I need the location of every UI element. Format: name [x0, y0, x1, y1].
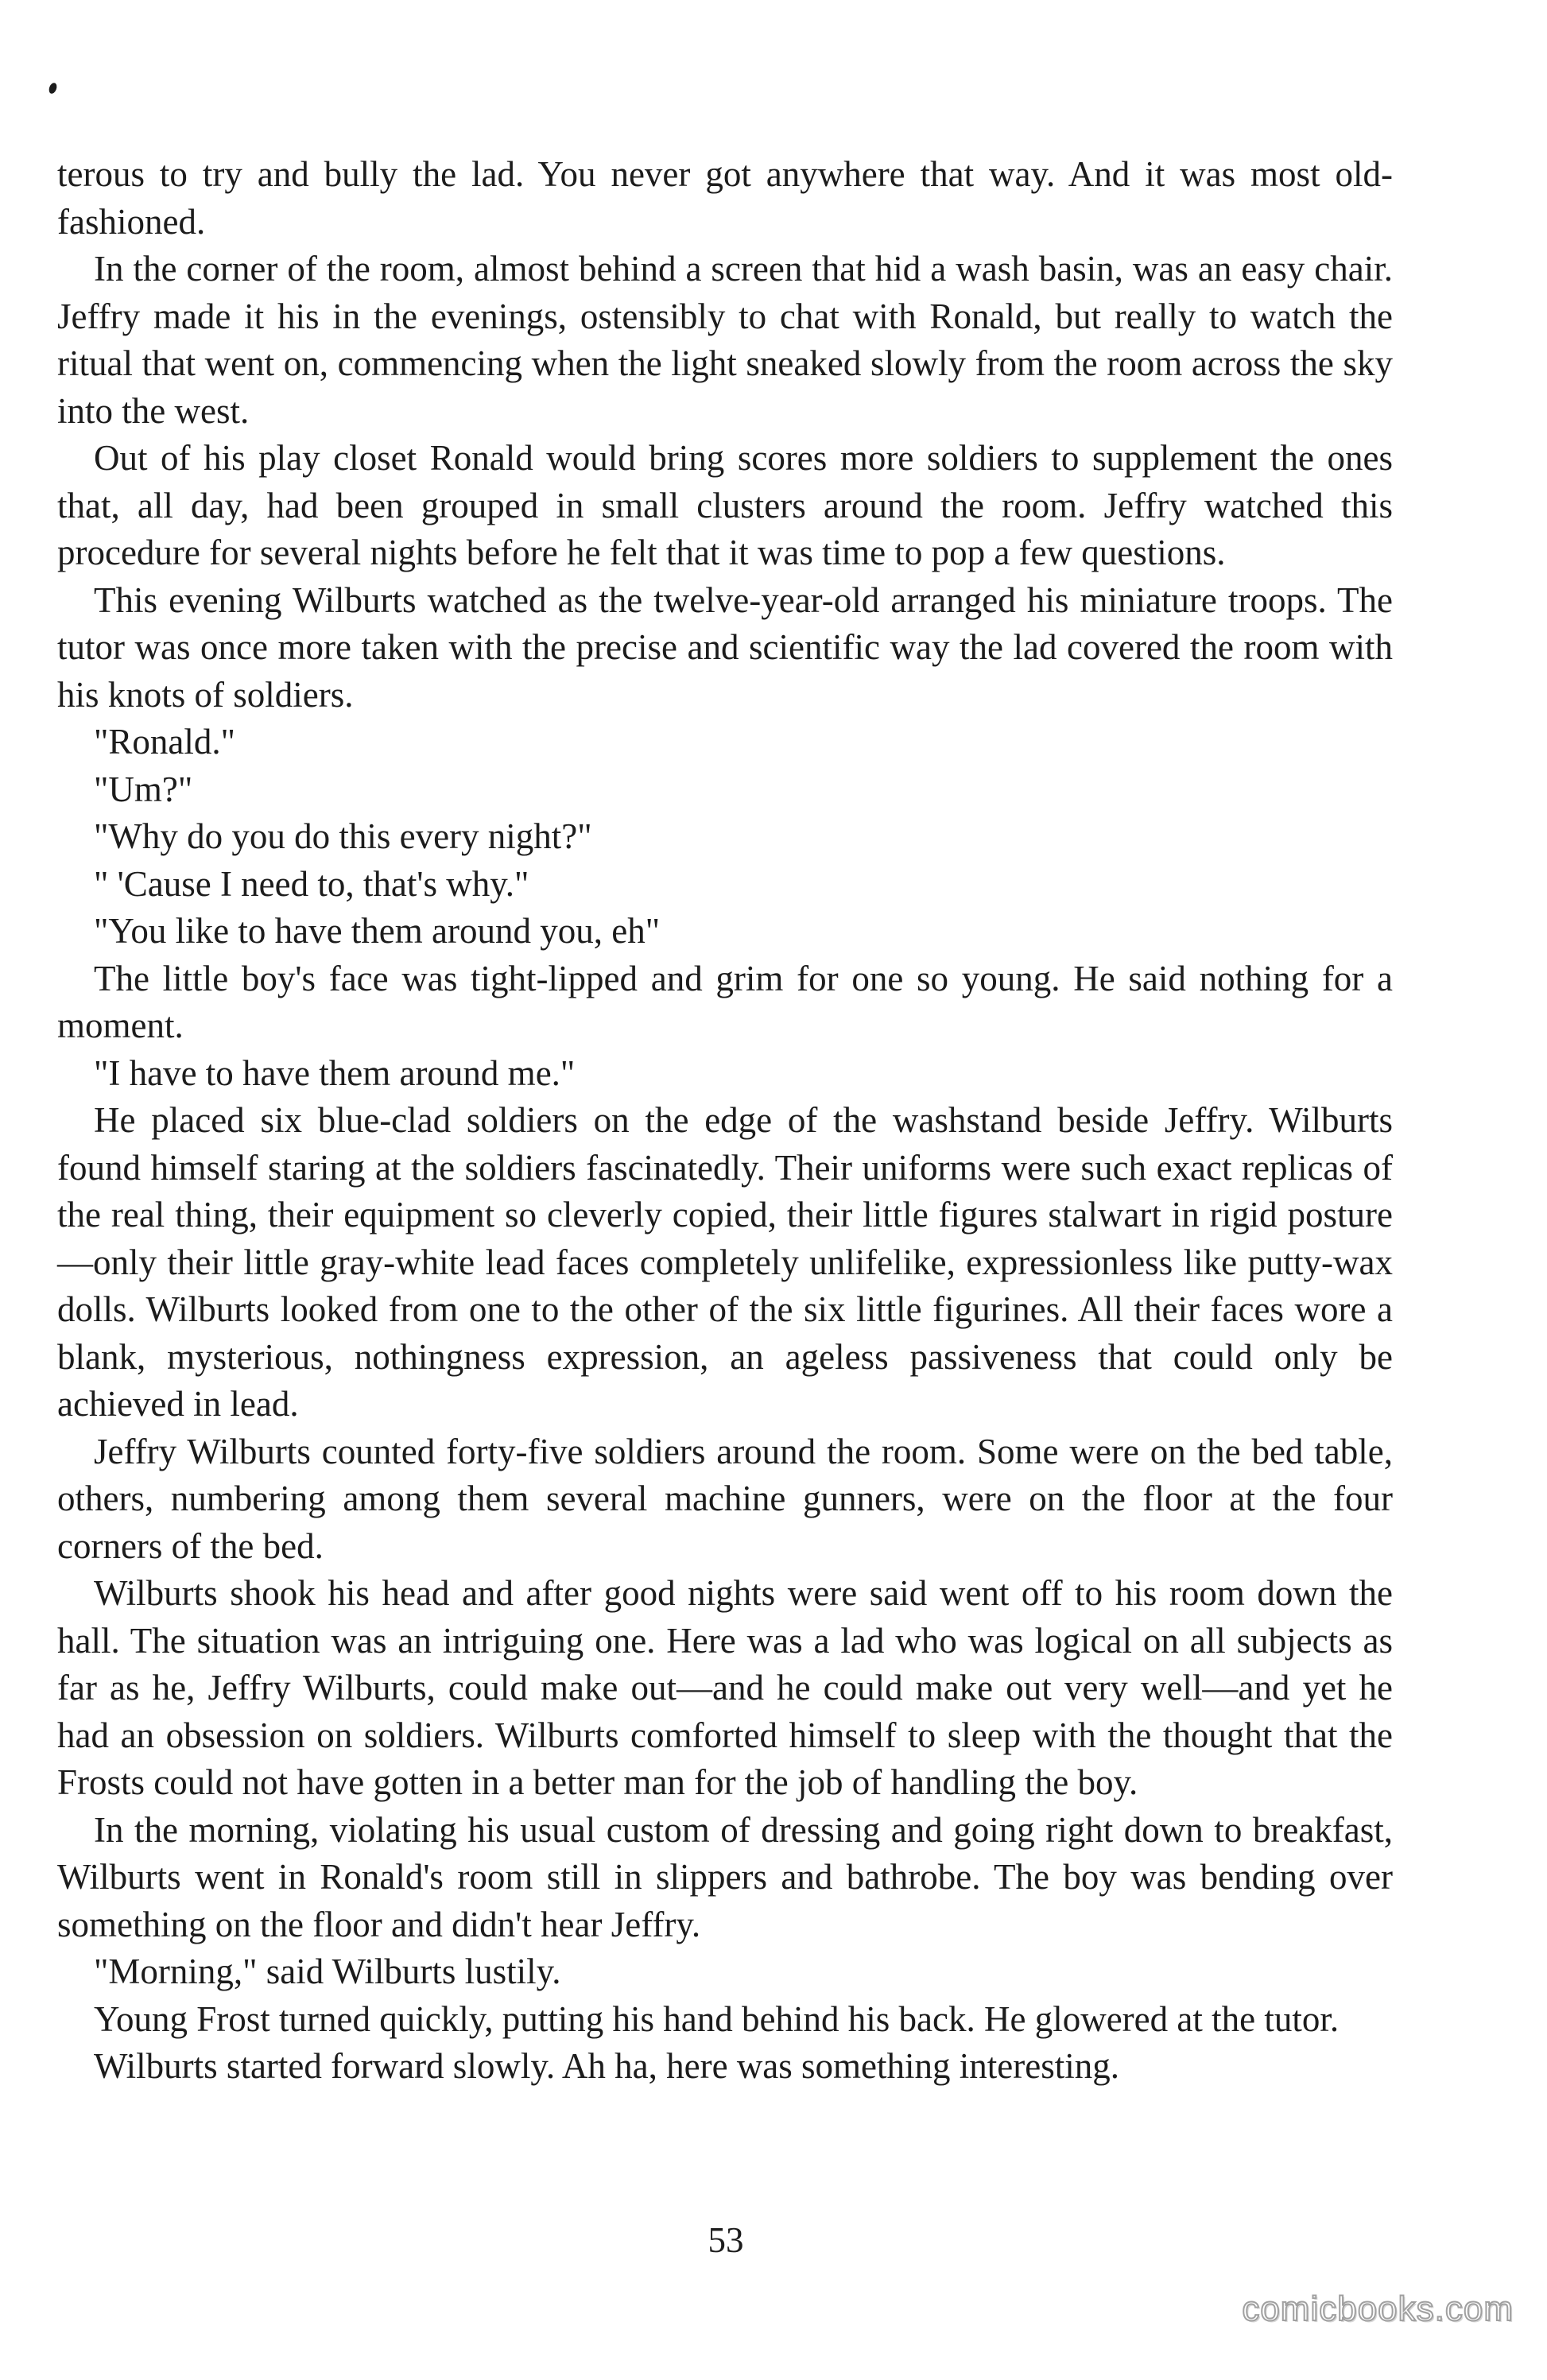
paragraph: He placed six blue-clad soldiers on the edge of the washstand beside Jeffry. Wilburts found himself staring at the soldiers fascinatedly. Their uniforms were such exact replicas of the real thing, their equipment so cleverly copied, their little figures stalwart in rigid posture—only their little gray-white lead faces completely unlifelike, expressionless like putty-wax dolls. Wilburts looked from one to the other of the six little figurines. All their faces wore a blank, mysterious, nothingness expression, an ageless passiveness that could only be achieved in lead. [57, 1100, 1393, 1424]
paragraph: This evening Wilburts watched as the twelve-year-old arranged his miniature troops. The tutor was once more taken with the precise and scientific way the lad covered the room with his knots of soldiers. [57, 579, 1393, 715]
paragraph: "Why do you do this every night?" [94, 816, 592, 856]
paragraph: In the morning, violating his usual custom of dressing and going right down to breakfast, Wilburts went in Ronald's room still in slippers and bathrobe. The boy was bending over something on the floor and didn't hear Jeffry. [57, 1809, 1393, 1944]
paragraph: Young Frost turned quickly, putting his hand behind his back. He glowered at the tutor. [94, 1998, 1340, 2039]
paragraph: Jeffry Wilburts counted forty-five soldiers around the room. Some were on the bed table, others, numbering among them several machine gunners, were on the floor at the four corners of the bed. [57, 1431, 1393, 1566]
page-number: 53 [708, 2220, 744, 2260]
paragraph: "Um?" [94, 769, 193, 809]
paragraph: terous to try and bully the lad. You never got anywhere that way. And it was most old-fashioned. [57, 154, 1393, 242]
stray-ink-mark [48, 82, 58, 95]
paragraph: Wilburts shook his head and after good nights were said went off to his room down the hall. The situation was an intriguing one. Here was a lad who was logical on all subjects as far as he, Jeffry Wilburts, could make out—and he could make out very well—and yet he had an obsession on soldiers. Wilburts comforted himself to sleep with the thought that the Frosts could not have gotten in a better man for the job of handling the boy. [57, 1573, 1393, 1802]
paragraph: "I have to have them around me." [94, 1052, 576, 1093]
watermark-logo: comicbooks.com [1242, 2289, 1514, 2328]
paragraph: "Ronald." [94, 722, 235, 762]
paragraph: "Morning," said Wilburts lustily. [94, 1952, 561, 1991]
paragraph: In the corner of the room, almost behind a screen that hid a wash basin, was an easy chair. Jeffry made it his in the evenings, ostensibly to chat with Ronald, but really to watch the ritual that went on, commencing when the light sneaked slowly from the room across the sky into the west. [57, 249, 1393, 431]
body-text [57, 151, 1393, 2091]
paragraph: The little boy's face was tight-lipped and grim for one so young. He said nothing for a moment. [57, 958, 1393, 1045]
paragraph: Wilburts started forward slowly. Ah ha, here was something interesting. [94, 2046, 1119, 2086]
paragraph: "You like to have them around you, eh" [94, 911, 661, 951]
paragraph: Out of his play closet Ronald would bring scores more soldiers to supplement the ones that, all day, had been grouped in small clusters around the room. Jeffry watched this procedure for several nights before he felt that it was time to pop a few questions. [57, 438, 1393, 572]
paragraph: " 'Cause I need to, that's why." [94, 863, 529, 904]
